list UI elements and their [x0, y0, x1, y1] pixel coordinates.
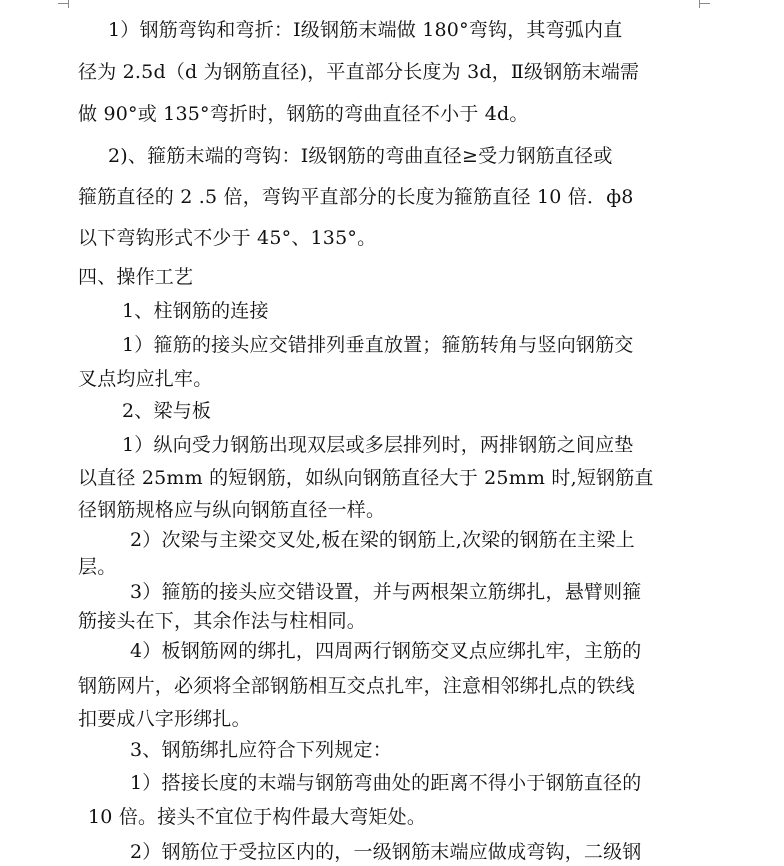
text-line: 1）纵向受力钢筋出现双层或多层排列时，两排钢筋之间应垫 — [122, 434, 634, 456]
crop-mark-left-v — [68, 0, 69, 8]
text-line: 3）箍筋的接头应交错设置，并与两根架立筋绑扎，悬臂则箍 — [130, 581, 642, 603]
text-line: 2)、箍筋末端的弯钩：Ⅰ级钢筋的弯曲直径≥受力钢筋直径或 — [108, 145, 613, 167]
text-line: 2）次梁与主梁交叉处,板在梁的钢筋上,次梁的钢筋在主梁上 — [130, 529, 635, 551]
text-line: 10 倍。接头不宜位于构件最大弯矩处。 — [88, 806, 427, 828]
crop-mark-left — [58, 3, 68, 4]
text-line: 4）板钢筋网的绑扎，四周两行钢筋交叉点应绑扎牢，主筋的 — [130, 640, 642, 662]
text-line: 1）箍筋的接头应交错排列垂直放置；箍筋转角与竖向钢筋交 — [122, 334, 634, 356]
crop-mark-right — [700, 3, 710, 4]
text-line: 2）钢筋位于受拉区内的，一级钢筋末端应做成弯钩，二级钢 — [130, 841, 642, 863]
text-line: 径为 2.5d（d 为钢筋直径)，平直部分长度为 3d，Ⅱ级钢筋末端需 — [78, 61, 640, 83]
text-line: 层。 — [78, 556, 117, 578]
text-line: 叉点均应扎牢。 — [78, 368, 213, 390]
subsection-heading: 1、柱钢筋的连接 — [122, 300, 269, 322]
text-line: 筋接头在下，其余作法与柱相同。 — [78, 610, 367, 632]
text-line: 扣要成八字形绑扎。 — [78, 708, 251, 730]
text-line: 1）搭接长度的末端与钢筋弯曲处的距离不得小于钢筋直径的 — [130, 772, 642, 794]
text-line: 钢筋网片，必须将全部钢筋相互交点扎牢，注意相邻绑扎点的铁线 — [78, 675, 635, 697]
crop-mark-right-v — [699, 0, 700, 8]
text-line: 1）钢筋弯钩和弯折：Ⅰ级钢筋末端做 180°弯钩，其弯弧内直 — [108, 19, 623, 41]
text-line: 以下弯钩形式不少于 45°、135°。 — [78, 227, 377, 249]
section-heading: 四、操作工艺 — [78, 266, 194, 288]
subsection-heading: 3、钢筋绑扎应符合下列规定： — [130, 739, 392, 761]
text-line: 以直径 25mm 的短钢筋，如纵向钢筋直径大于 25mm 时,短钢筋直 — [78, 467, 654, 489]
text-line: 箍筋直径的 2 .5 倍，弯钩平直部分的长度为箍筋直径 10 倍．ф8 — [78, 186, 634, 208]
text-line: 做 90°或 135°弯折时，钢筋的弯曲直径不小于 4d。 — [78, 103, 529, 125]
subsection-heading: 2、梁与板 — [122, 400, 212, 422]
text-line: 径钢筋规格应与纵向钢筋直径一样。 — [78, 499, 386, 521]
